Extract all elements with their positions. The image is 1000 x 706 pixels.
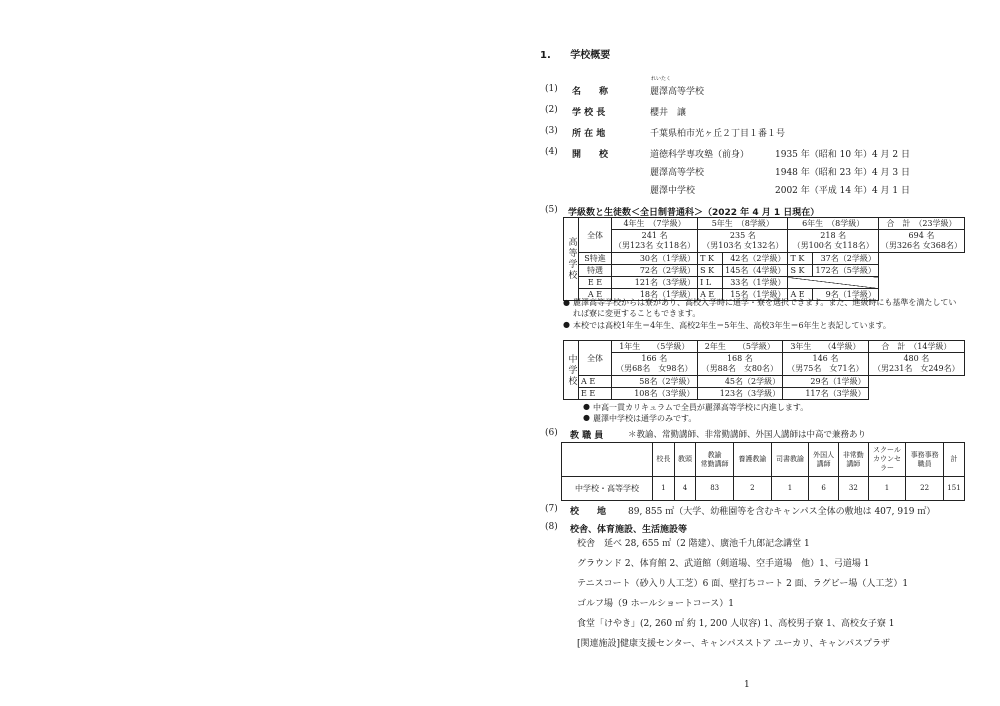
hs-total-count: 694 名 （男326名 女368名）	[878, 230, 964, 253]
facility-line-4: ゴルフ場（9 ホールショートコース）1	[577, 599, 734, 609]
staff-h-foreign: 外国人 講師	[809, 443, 839, 477]
hs-g5-count: 235 名 （男103名 女132名）	[698, 230, 788, 253]
item-2-number: (2)	[545, 105, 558, 115]
staff-header-row	[562, 443, 965, 477]
founding-date-3: 2002 年（平成 14 年）4 月 1 日	[775, 186, 910, 196]
item-4-label: 開 校	[572, 150, 609, 160]
item-1-ruby: れいたく	[651, 76, 672, 82]
facility-line-3: テニスコート（砂入り人工芝）6 面、壁打ちコート 2 面、ラグビー場（人工芝）1	[577, 579, 909, 589]
ms-g3-count: 146 名 （男75名 女71名）	[783, 353, 869, 376]
principal-name: 櫻井 讓	[650, 108, 687, 118]
facility-line-5: 食堂「けやき」(2, 260 ㎡ 約 1, 200 人収容) 1、高校男子寮 1、高校女子寮 1	[577, 619, 895, 629]
ms-g2-header: 2年生 （5学級）	[697, 341, 783, 353]
hs-g5-header: 5年生 （8学級）	[698, 218, 788, 230]
hs-zentai: 全体	[579, 218, 612, 253]
middle-school-table	[563, 340, 965, 400]
item-4-number: (4)	[545, 147, 558, 157]
hs-note-2: ● 本校では高校1年生＝4年生、高校2年生＝5年生、高校3年生＝6年生と表記しています。	[563, 320, 891, 330]
hs-note-1: ● 麗澤高等学校からは寮があり、高校入学時に通学・寮を選択できます。また、進級時にも基準を満たしていれば寮に変更することもできます。	[563, 298, 957, 318]
ms-total-header: 合 計 （14学級）	[868, 341, 964, 353]
founding-name-1: 道徳科学専攻塾（前身）	[650, 150, 750, 160]
heading-number: 1.	[540, 50, 551, 61]
staff-value-row: 中学校・高等学校 1 4 83 2 1 6 32 1 22 151	[562, 477, 965, 501]
ms-g2-count: 168 名 （男88名 女80名）	[697, 353, 783, 376]
item-6-number: (6)	[545, 428, 558, 438]
founding-name-2: 麗澤高等学校	[650, 168, 705, 178]
ms-total-count: 480 名 （男231名 女249名）	[868, 353, 964, 376]
ms-note-2: ● 麗澤中学校は通学のみです。	[583, 413, 697, 423]
hs-g4-count: 241 名 （男123名 女118名）	[612, 230, 698, 253]
hs-g4-header: 4年生 （7学級）	[612, 218, 698, 230]
hs-g6-header: 6年生 （8学級）	[788, 218, 878, 230]
ms-zentai: 全体	[579, 341, 612, 376]
founding-date-2: 1948 年（昭和 23 年）4 月 3 日	[775, 168, 910, 178]
ms-note-1: ● 中高一貫カリキュラムで全員が麗澤高等学校に内進します。	[583, 402, 809, 412]
ms-g1-count: 166 名 （男68名 女98名）	[612, 353, 698, 376]
ms-side-label: 中学校	[564, 341, 579, 400]
item-3-label: 所 在 地	[572, 129, 606, 139]
staff-h-teachers: 教諭 常勤講師	[696, 443, 734, 477]
staff-h-librarian: 司書教諭	[771, 443, 809, 477]
staff-h-office: 事務事務 職員	[906, 443, 944, 477]
hs-g6-count: 218 名 （男100名 女118名）	[788, 230, 878, 253]
staff-h-parttime: 非常勤 講師	[838, 443, 868, 477]
facility-line-1: 校舎 延べ 28, 655 ㎡（2 階建）、廣池千九郎記念講堂 1	[577, 539, 810, 549]
item-2-label: 学 校 長	[572, 108, 606, 118]
ms-row-2: E E 108名（3学級） 123名（3学級） 117名（3学級）	[564, 388, 965, 400]
section-heading	[540, 46, 610, 61]
staff-h-total: 計	[943, 443, 964, 477]
hs-row-1: S特進 30名（1学級） T K 42名（2学級） T K 37名（2学級）	[564, 253, 965, 265]
staff-h-counselor: スクール カウンセ ラー	[868, 443, 906, 477]
ms-row-1: A E 58名（2学級） 45名（2学級） 29名（1学級）	[564, 376, 965, 388]
staff-h-principal: 校長	[653, 443, 675, 477]
facility-line-6: [関連施設]健康支援センター、キャンパスストア ユーカリ、キャンパスプラザ	[577, 639, 891, 649]
ms-g1-header: 1年生 （5学級）	[612, 341, 698, 353]
staff-h-vice: 教頭	[674, 443, 696, 477]
item-1-number: (1)	[545, 84, 558, 94]
item-3-number: (3)	[545, 126, 558, 136]
hs-side-label: 高等学校	[564, 218, 579, 301]
heading-title: 学校概要	[570, 50, 611, 61]
hs-row-2: 特選 72名（2学級） S K 145名（4学級） S K 172名（5学級）	[564, 265, 965, 277]
address: 千葉県柏市光ヶ丘２丁目１番１号	[650, 129, 786, 139]
item-1-label: 名 称	[572, 87, 609, 97]
high-school-table	[563, 217, 965, 301]
school-name: 麗澤高等学校	[650, 87, 705, 97]
page-number: 1	[744, 680, 750, 690]
item-7-number: (7)	[545, 504, 558, 514]
hs-row-4: A E 18名（1学級） A E 15名（1学級） A E 9名（1学級）	[564, 289, 965, 301]
item-6-label: 教 職 員	[570, 431, 604, 441]
hs-row-3: E E 121名（3学級） I L 33名（1学級）	[564, 277, 965, 289]
site-area: 89, 855 ㎡（大学、幼稚園等を含むキャンパス全体の敷地は 407, 919 ㎡）	[628, 507, 936, 517]
item-7-label: 校 地	[570, 507, 607, 517]
hs-total-header: 合 計 （23学級）	[878, 218, 964, 230]
item-5-title: 学級数と生徒数＜全日制普通科＞（2022 年 4 月 1 日現在）	[568, 208, 820, 218]
staff-h-nurse: 養護教諭	[734, 443, 772, 477]
ms-g3-header: 3年生 （4学級）	[783, 341, 869, 353]
item-6-note: ＊教諭、常勤講師、非常勤講師、外国人講師は中高で兼務あり	[628, 430, 867, 440]
founding-name-3: 麗澤中学校	[650, 186, 696, 196]
founding-date-1: 1935 年（昭和 10 年）4 月 2 日	[775, 150, 910, 160]
facility-line-2: グラウンド 2、体育館 2、武道館（剣道場、空手道場 他）1、弓道場 1	[577, 559, 870, 569]
item-8-number: (8)	[545, 522, 558, 532]
item-5-number: (5)	[545, 205, 558, 215]
staff-table	[561, 442, 965, 501]
item-8-label: 校舎、体育施設、生活施設等	[570, 525, 688, 535]
